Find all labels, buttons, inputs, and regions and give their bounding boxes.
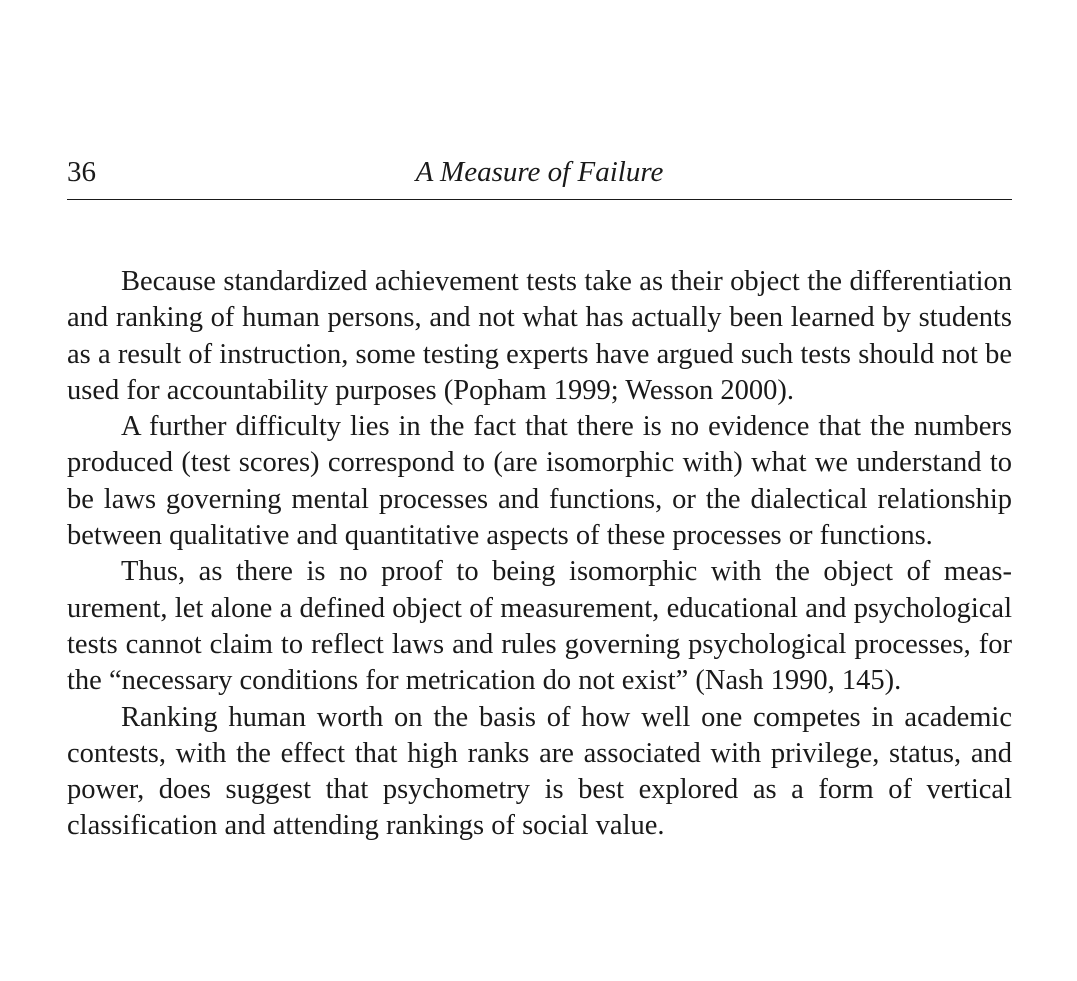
paragraph: A further difficulty lies in the fact that there is no evidence that the numbers produced (test scores) correspond to (are isomorphic with) what we understand to be laws governing mental processes and functions, or the dialectical relationship between qualitative and quantitative aspects of these processes or functions.	[67, 411, 1012, 552]
paragraph: Thus, as there is no proof to being isomorphic with the object of measurement, let alone a defined object of measurement, educational and psychological tests cannot claim to reflect laws and rules governing psychological processes, for the “necessary conditions for metrication do not exist” (Nash 1990, 145).	[67, 556, 1012, 697]
page-number: 36	[67, 156, 96, 188]
running-head	[67, 152, 1012, 192]
running-title: A Measure of Failure	[415, 156, 664, 188]
paragraph: Ranking human worth on the basis of how well one competes in academic contests, with the effect that high ranks are associated with privilege, status, and power, does suggest that psychometry is best explored as a form of vertical classification and attending rankings of social value.	[67, 701, 1012, 842]
body-text	[67, 264, 1012, 845]
paragraph: Because standardized achievement tests take as their object the differentiation and ranking of human persons, and not what has actually been learned by students as a result of instruction, some testing experts have argued such tests should not be used for accountability purposes (Popham 1999; Wesson 2000).	[67, 266, 1012, 406]
header-rule	[67, 199, 1012, 200]
